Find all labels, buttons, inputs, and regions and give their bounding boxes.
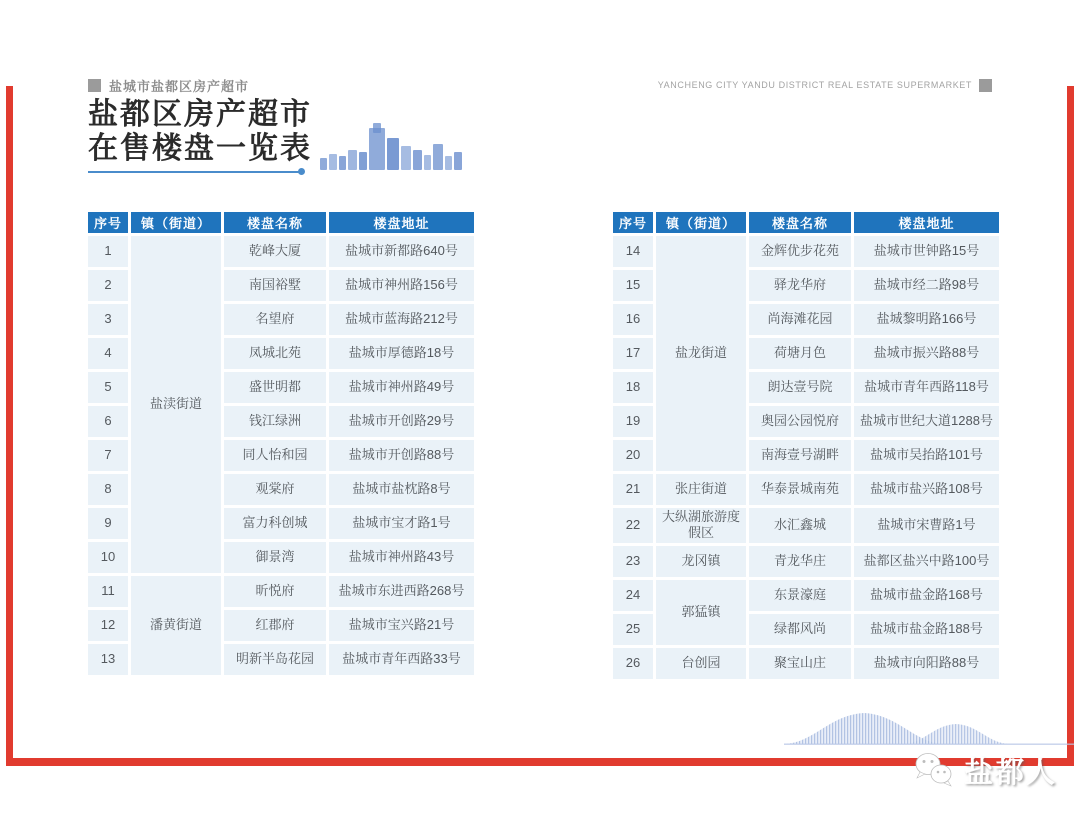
cell-property-address: 盐城市青年西路33号 [329, 644, 474, 675]
cell-property-name: 富力科创城 [224, 508, 326, 539]
cell-property-address: 盐城市神州路156号 [329, 270, 474, 301]
cell-index: 7 [88, 440, 128, 471]
cell-property-name: 水汇鑫城 [749, 508, 851, 543]
cell-index: 11 [88, 576, 128, 607]
cell-property-name: 乾峰大厦 [224, 236, 326, 267]
column-header-3: 楼盘地址 [329, 212, 474, 233]
cell-property-address: 盐城黎明路166号 [854, 304, 999, 335]
page-title-line1: 盐都区房产超市 [88, 98, 312, 131]
page-title-line2: 在售楼盘一览表 [88, 132, 312, 165]
cell-property-address: 盐城市神州路43号 [329, 542, 474, 573]
column-header-0: 序号 [613, 212, 653, 233]
column-header-1: 镇（街道） [656, 212, 746, 233]
cell-property-name: 红郡府 [224, 610, 326, 641]
cell-index: 3 [88, 304, 128, 335]
cell-property-address: 盐城市新都路640号 [329, 236, 474, 267]
cell-index: 1 [88, 236, 128, 267]
cell-index: 19 [613, 406, 653, 437]
cell-property-address: 盐城市开创路29号 [329, 406, 474, 437]
title-underline-dot [298, 168, 305, 175]
cell-index: 18 [613, 372, 653, 403]
cell-property-address: 盐城市宝兴路21号 [329, 610, 474, 641]
cell-property-name: 昕悦府 [224, 576, 326, 607]
cell-property-name: 盛世明都 [224, 372, 326, 403]
cell-property-address: 盐城市蓝海路212号 [329, 304, 474, 335]
cell-index: 24 [613, 580, 653, 611]
cell-index: 12 [88, 610, 128, 641]
cell-index: 17 [613, 338, 653, 369]
table-row [613, 236, 999, 267]
cell-property-address: 盐城市向阳路88号 [854, 648, 999, 679]
brand-left [88, 76, 249, 95]
cell-town: 潘黄街道 [131, 576, 221, 675]
cell-property-name: 朗达壹号院 [749, 372, 851, 403]
cell-index: 15 [613, 270, 653, 301]
cell-index: 13 [88, 644, 128, 675]
cell-property-address: 盐城市世纪大道1288号 [854, 406, 999, 437]
cell-property-name: 聚宝山庄 [749, 648, 851, 679]
cell-index: 26 [613, 648, 653, 679]
footer-logo [912, 744, 1062, 796]
cell-property-name: 同人怡和园 [224, 440, 326, 471]
city-skyline-illustration [318, 122, 468, 172]
cell-property-address: 盐城市神州路49号 [329, 372, 474, 403]
brand-right [658, 79, 992, 92]
cell-property-address: 盐城市盐枕路8号 [329, 474, 474, 505]
cell-index: 10 [88, 542, 128, 573]
cell-property-name: 南国裕墅 [224, 270, 326, 301]
table-header [88, 212, 474, 233]
brand-square-icon [979, 79, 992, 92]
wechat-icon [912, 748, 956, 792]
cell-property-address: 盐城市东进西路268号 [329, 576, 474, 607]
cell-property-address: 盐城市宝才路1号 [329, 508, 474, 539]
footer-brand-text: 盐都人 [964, 756, 1058, 789]
listings-table-right [610, 209, 1002, 682]
cell-property-address: 盐城市盐兴路108号 [854, 474, 999, 505]
cell-property-address: 盐城市振兴路88号 [854, 338, 999, 369]
cell-property-name: 御景湾 [224, 542, 326, 573]
cell-property-name: 华泰景城南苑 [749, 474, 851, 505]
cell-index: 21 [613, 474, 653, 505]
column-header-0: 序号 [88, 212, 128, 233]
table-row [613, 580, 999, 611]
cell-property-name: 驿龙华府 [749, 270, 851, 301]
table-row [88, 576, 474, 607]
cell-property-address: 盐城市开创路88号 [329, 440, 474, 471]
cell-property-name: 凤城北苑 [224, 338, 326, 369]
cell-town: 盐龙街道 [656, 236, 746, 471]
cell-property-address: 盐城市青年西路118号 [854, 372, 999, 403]
cell-property-name: 明新半岛花园 [224, 644, 326, 675]
cell-property-name: 观棠府 [224, 474, 326, 505]
cell-index: 20 [613, 440, 653, 471]
cell-index: 23 [613, 546, 653, 577]
cell-property-name: 金辉优步花苑 [749, 236, 851, 267]
cell-index: 2 [88, 270, 128, 301]
cell-town: 台创园 [656, 648, 746, 679]
cell-town: 大纵湖旅游度假区 [656, 508, 746, 543]
cell-property-name: 绿都风尚 [749, 614, 851, 645]
cell-property-address: 盐都区盐兴中路100号 [854, 546, 999, 577]
cell-index: 14 [613, 236, 653, 267]
cell-town: 郭猛镇 [656, 580, 746, 645]
brand-row [88, 76, 992, 94]
cell-property-address: 盐城市盐金路188号 [854, 614, 999, 645]
cell-index: 8 [88, 474, 128, 505]
column-header-1: 镇（街道） [131, 212, 221, 233]
cell-property-name: 钱江绿洲 [224, 406, 326, 437]
column-header-3: 楼盘地址 [854, 212, 999, 233]
cell-property-address: 盐城市宋曹路1号 [854, 508, 999, 543]
cell-property-name: 荷塘月色 [749, 338, 851, 369]
cell-town: 盐渎街道 [131, 236, 221, 573]
cell-property-address: 盐城市盐金路168号 [854, 580, 999, 611]
cell-town: 龙冈镇 [656, 546, 746, 577]
cell-property-address: 盐城市吴抬路101号 [854, 440, 999, 471]
table-row [613, 648, 999, 679]
cell-index: 4 [88, 338, 128, 369]
cell-index: 5 [88, 372, 128, 403]
title-underline [88, 171, 300, 173]
table-row [613, 546, 999, 577]
cell-index: 22 [613, 508, 653, 543]
table-row [88, 236, 474, 267]
cell-town: 张庄街道 [656, 474, 746, 505]
cell-index: 16 [613, 304, 653, 335]
cell-property-name: 名望府 [224, 304, 326, 335]
cell-index: 25 [613, 614, 653, 645]
cell-property-address: 盐城市厚德路18号 [329, 338, 474, 369]
cell-property-name: 奥园公园悦府 [749, 406, 851, 437]
wave-decoration [784, 703, 1074, 747]
frame-right-border [1067, 86, 1074, 766]
cell-index: 6 [88, 406, 128, 437]
table-header [613, 212, 999, 233]
column-header-2: 楼盘名称 [749, 212, 851, 233]
table-row [613, 508, 999, 543]
column-header-2: 楼盘名称 [224, 212, 326, 233]
frame-left-border [6, 86, 13, 766]
cell-property-name: 尚海滩花园 [749, 304, 851, 335]
cell-property-name: 南海壹号湖畔 [749, 440, 851, 471]
brand-title-cn: 盐城市盐都区房产超市 [109, 78, 250, 94]
table-row [613, 474, 999, 505]
cell-property-address: 盐城市世钟路15号 [854, 236, 999, 267]
cell-property-name: 东景濠庭 [749, 580, 851, 611]
listings-table-left [85, 209, 477, 678]
cell-index: 9 [88, 508, 128, 539]
brand-title-en: YANCHENG CITY YANDU DISTRICT REAL ESTATE SUPERMARKET [657, 80, 972, 90]
cell-property-address: 盐城市经二路98号 [854, 270, 999, 301]
cell-property-name: 青龙华庄 [749, 546, 851, 577]
brand-square-icon [88, 79, 101, 92]
